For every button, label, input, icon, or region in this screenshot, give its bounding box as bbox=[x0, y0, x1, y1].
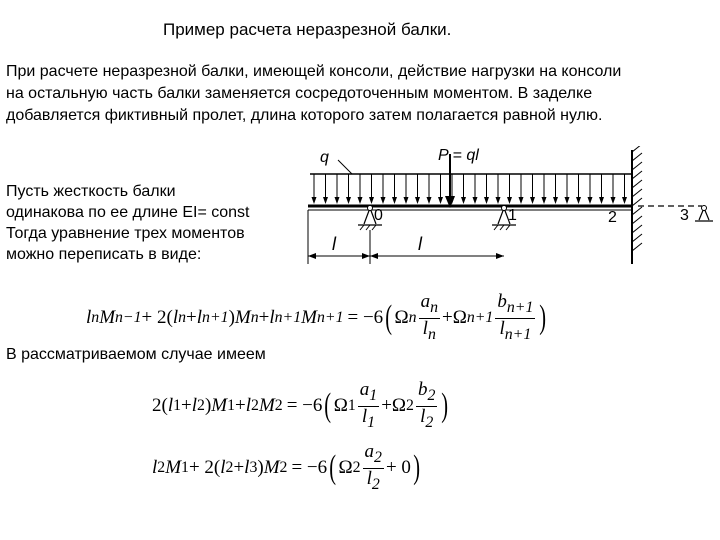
slide-title: Пример расчета неразрезной балки. bbox=[163, 20, 452, 39]
support-label-0: 0 bbox=[374, 207, 383, 224]
fixed-support-2 bbox=[632, 146, 642, 264]
load-label: q bbox=[320, 149, 329, 166]
case-text: В рассматриваемом случае имеем bbox=[6, 346, 266, 363]
distributed-load-arrows bbox=[312, 174, 628, 204]
stiffness-line: можно переписать в виде: bbox=[6, 246, 202, 263]
force-label: P = ql bbox=[438, 147, 479, 164]
stiffness-paragraph bbox=[6, 181, 296, 265]
support-label-3: 3 bbox=[680, 207, 689, 224]
stiffness-line: Пусть жесткость балки bbox=[6, 183, 176, 200]
support-label-1: 1 bbox=[508, 207, 517, 224]
case-equation-1: 2( l 1 + l 2 ) M 1 + l 2 M 2 = −6 ( Ω 1 $\frac{a_1}{l_1}$ + Ω 2 $\frac{b_2}{l_2}$ ) bbox=[152, 379, 449, 431]
intro-line: на остальную часть балки заменяется сосредоточенным моментом. В заделке bbox=[6, 85, 593, 102]
stiffness-line: Тогда уравнение трех моментов bbox=[6, 225, 245, 242]
intro-line: добавляется фиктивный пролет, длина которого затем полагается равной нулю. bbox=[6, 107, 603, 124]
support-label-2: 2 bbox=[608, 209, 617, 226]
support-3 bbox=[695, 206, 713, 222]
general-three-moment-equation: l n M n−1 + 2( l n + l n+1 ) M n + l n+1 M n+1 = −6 ( Ω n $\frac{a_n}{l_n}$ + Ω n+1 $\frac{b_{n+1}}{l_{n+1}}$ ) bbox=[86, 291, 547, 343]
intro-paragraph bbox=[6, 61, 714, 127]
beam-diagram bbox=[298, 146, 714, 268]
stiffness-line: одинакова по ее длине EI= const bbox=[6, 204, 250, 221]
span-label-main: l bbox=[418, 234, 422, 254]
intro-line: При расчете неразрезной балки, имеющей консоли, действие нагрузки на консоли bbox=[6, 63, 622, 80]
case-equation-2: l 2 M 1 + 2( l 2 + l 3 ) M 2 = −6 ( Ω 2 $\frac{a_2}{l_2}$ + 0 ) bbox=[152, 441, 420, 493]
span-label-cantilever: l bbox=[332, 234, 336, 254]
